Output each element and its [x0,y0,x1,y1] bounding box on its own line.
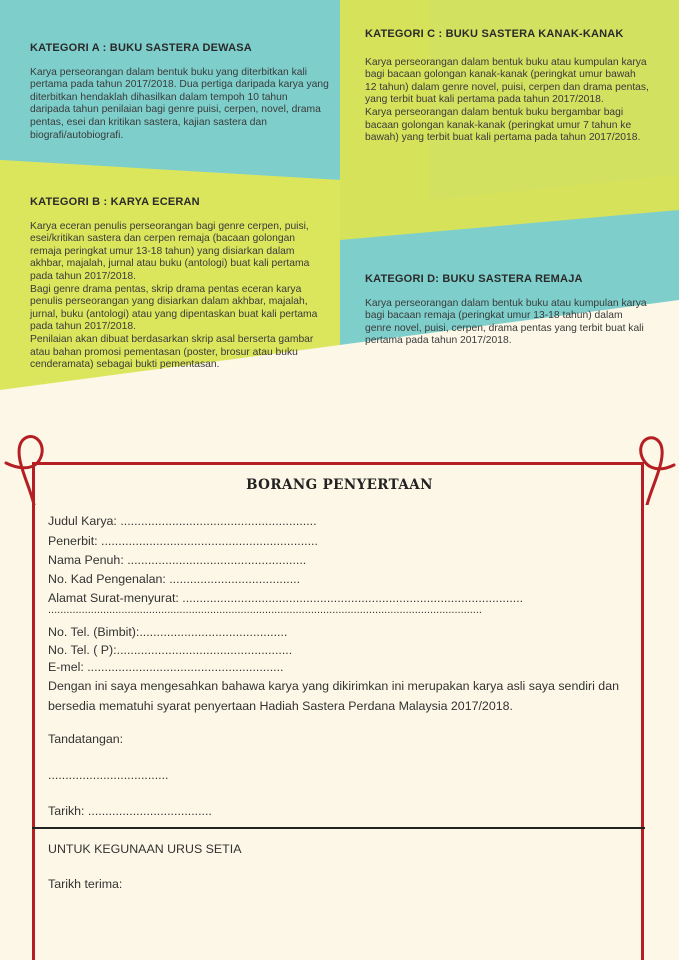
kategori-b-para1: Karya eceran penulis perseorangan bagi genre cerpen, puisi, esei/kritikan sastera dan cerpen remaja (bacaan golongan remaja peringkat umur 13-18 tahun) yang disiarkan dalam akhbar, majalah, jurnal atau buku (antologi) buat kali pertama pada tahun 2017/2018. [30,220,310,282]
field-kad-pengenalan[interactable]: No. Kad Pengenalan: ...................................... [48,572,301,586]
field-penerbit[interactable]: Penerbit: ............................................................... [48,534,318,548]
kategori-d [365,273,650,348]
kategori-b-para2: Bagi genre drama pentas, skrip drama pentas eceran karya penulis perseorangan yang disiarkan dalam akhbar, majalah, jurnal, buku (antologi) atau yang dipentaskan buat kali pertama pada tahun 2017/2018. [30,283,318,333]
tandatangan-line[interactable]: ................................... [48,768,169,782]
kategori-b-para3: Penilaian akan dibuat berdasarkan skrip asal berserta gambar atau bahan promosi pementasan (poster, brosur atau buku cenderamata) sebagai bukti pementasan. [30,333,314,371]
kategori-a-title: KATEGORI A : BUKU SASTERA DEWASA [30,42,252,54]
tandatangan-label: Tandatangan: [48,732,124,746]
kategori-a [30,42,330,142]
kategori-c [365,28,650,145]
kategori-c-title: KATEGORI C : BUKU SASTERA KANAK-KANAK [365,28,624,40]
field-nama-penuh[interactable]: Nama Penuh: .................................................... [48,553,307,567]
kategori-b [30,196,320,372]
field-alamat[interactable]: Alamat Surat-menyurat: ................................................................................................... [48,591,524,605]
field-tarikh-terima: Tarikh terima: [48,877,123,891]
section-divider [32,827,645,829]
kategori-d-body: Karya perseorangan dalam bentuk buku atau kumpulan karya bagi bacaan remaja (peringkat umur 13-18 tahun) dalam genre novel, puisi, cerpen, drama pentas yang terbit buat kali pertama pada tahun 2017/2018. [365,297,647,347]
kategori-b-title: KATEGORI B : KARYA ECERAN [30,196,200,208]
field-alamat-line2[interactable]: .............................................................................................................................................. [48,604,482,616]
field-tel-bimbit[interactable]: No. Tel. (Bimbit):........................................... [48,625,288,639]
kategori-a-body: Karya perseorangan dalam bentuk buku yang diterbitkan kali pertama pada tahun 2017/2018. Dua pertiga daripada karya yang diterbitkan hendaklah dihasilkan dalam tempoh 10 tahun daripada tahun penilaian bagi genre puisi, cerpen, novel, drama pentas, esei dan kritikan sastera, kajian sastera dan biografi/autobiografi. [30,66,329,141]
field-tarikh[interactable]: Tarikh: .................................... [48,804,212,818]
kategori-d-title: KATEGORI D: BUKU SASTERA REMAJA [365,273,583,285]
field-tel-p[interactable]: No. Tel. ( P):................................................... [48,643,293,657]
form-title: BORANG PENYERTAAN [246,477,433,493]
field-emel[interactable]: E-mel: ......................................................... [48,660,284,674]
kategori-c-para2: Karya perseorangan dalam bentuk buku bergambar bagi bacaan golongan kanak-kanak (peringkat umur 7 tahun ke bawah) yang terbit buat kali pertama pada tahun 2017/2018. [365,106,641,144]
field-judul-karya[interactable]: Judul Karya: ......................................................... [48,514,317,528]
kategori-c-para1: Karya perseorangan dalam bentuk buku atau kumpulan karya bagi bacaan golongan kanak-kanak (peringkat umur bawah 12 tahun) dalam genre novel, puisi, cerpen dan drama pentas, yang terbit buat kali pertama pada tahun 2017/2018. [365,56,649,106]
urus-setia-heading: UNTUK KEGUNAAN URUS SETIA [48,842,242,856]
declaration-text: Dengan ini saya mengesahkan bahawa karya yang dikirimkan ini merupakan karya asli saya sendiri dan bersedia mematuhi syarat penyertaan Hadiah Sastera Perdana Malaysia 2017/2018. [48,679,619,713]
